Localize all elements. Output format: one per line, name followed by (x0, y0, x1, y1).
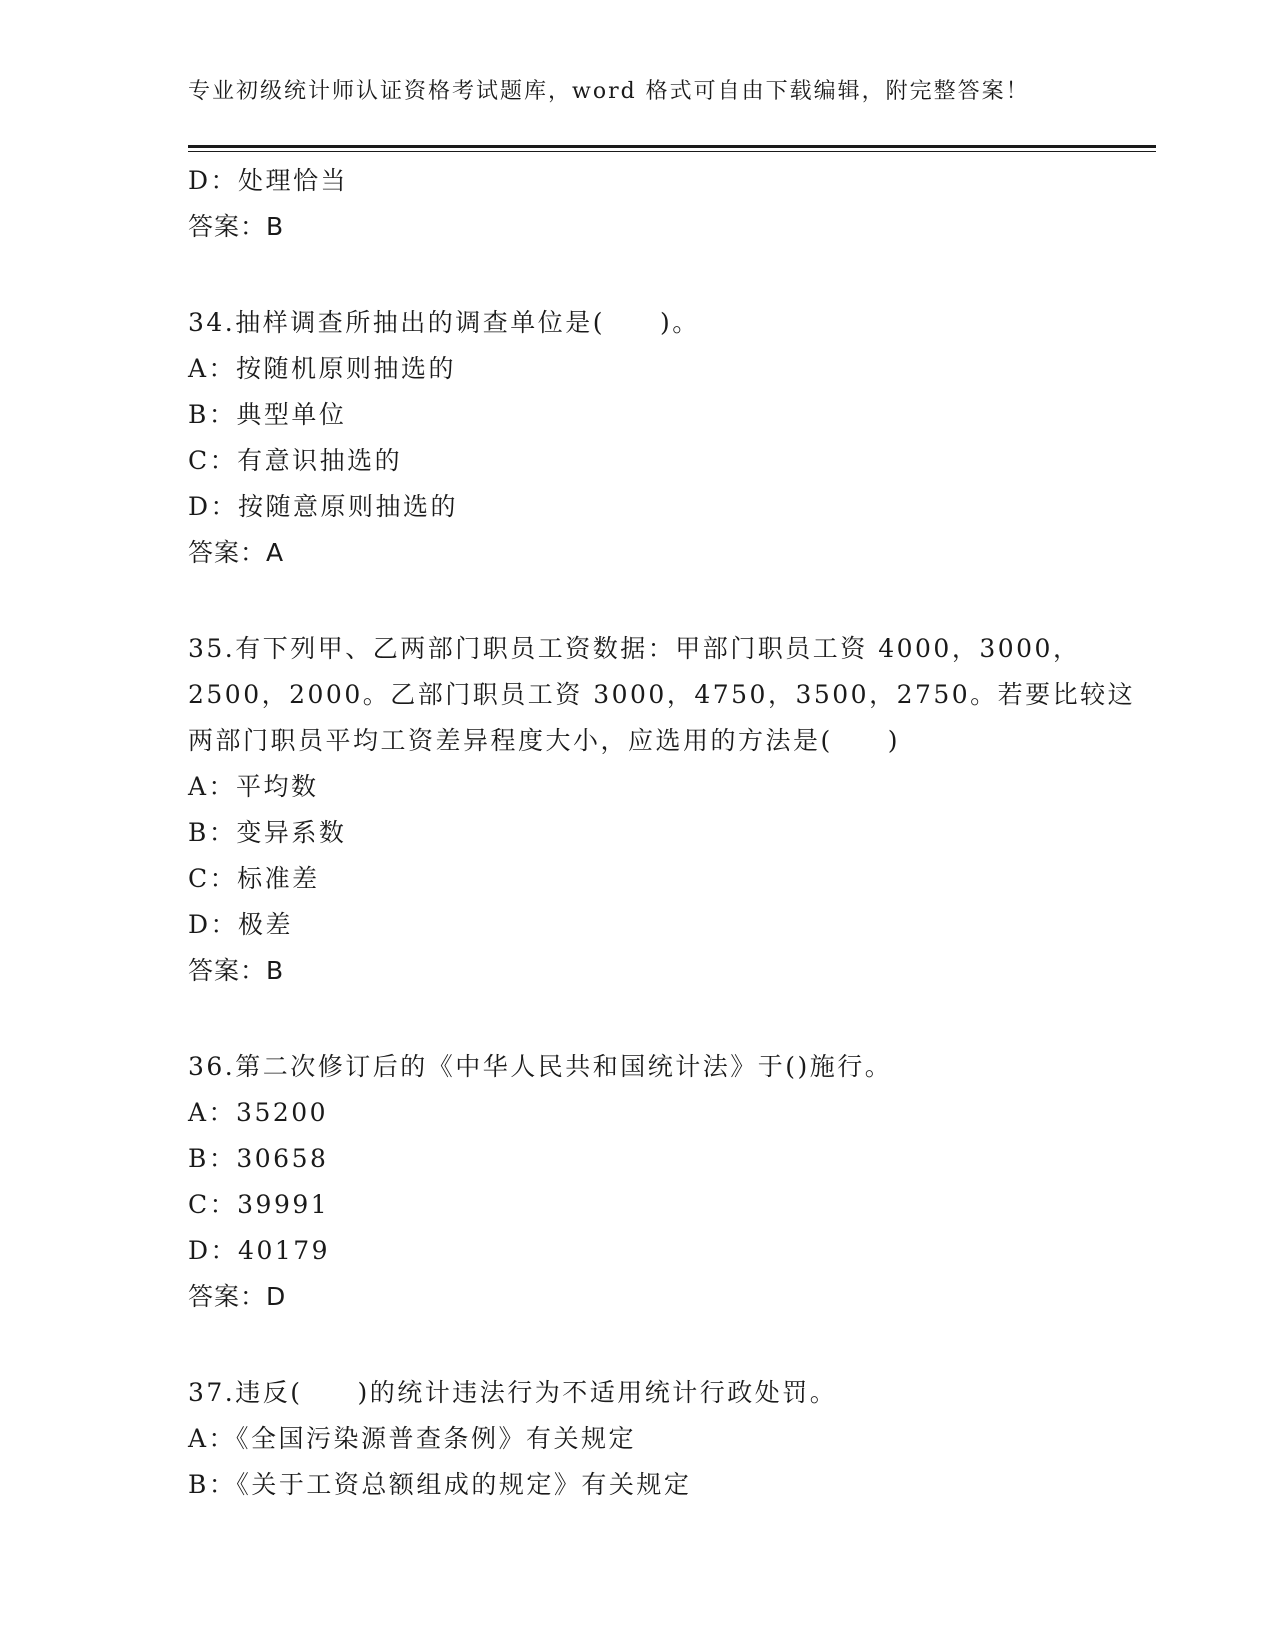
question-block (188, 300, 1088, 576)
spacer (188, 576, 1088, 626)
question-block (188, 1370, 1088, 1508)
header-rule-thin (188, 151, 1156, 152)
option-b: B：30658 (188, 1144, 329, 1173)
answer-line: 答案：A (188, 538, 285, 567)
answer-line: 答案：D (188, 1282, 287, 1311)
question-block (188, 1044, 1088, 1320)
question-stem: 2500，2000。乙部门职员工资 3000，4750，3500，2750。若要比较这 (188, 680, 1136, 709)
option-d: D：按随意原则抽选的 (188, 492, 459, 521)
answer-line: 答案：B (188, 956, 285, 985)
question-stem: 37.违反( )的统计违法行为不适用统计行政处罚。 (188, 1378, 838, 1407)
option-a: A：35200 (188, 1098, 329, 1127)
question-stem: 36.第二次修订后的《中华人民共和国统计法》于()施行。 (188, 1052, 893, 1081)
header-rule-thick (188, 145, 1156, 148)
option-d: D：极差 (188, 910, 294, 939)
question-content (188, 158, 1136, 1508)
option-c: C：标准差 (188, 864, 320, 893)
spacer (188, 1320, 1088, 1370)
option-d: D：处理恰当 (188, 166, 349, 195)
option-c: C：39991 (188, 1190, 330, 1219)
page-header: 专业初级统计师认证资格考试题库，word 格式可自由下载编辑，附完整答案！ (188, 79, 1030, 104)
option-b: B：《关于工资总额组成的规定》有关规定 (188, 1470, 692, 1499)
question-stem: 34.抽样调查所抽出的调查单位是( )。 (188, 308, 700, 337)
option-c: C：有意识抽选的 (188, 446, 403, 475)
option-d: D：40179 (188, 1236, 331, 1265)
option-a: A：《全国污染源普查条例》有关规定 (188, 1424, 637, 1453)
answer-line: 答案：B (188, 212, 285, 241)
question-stem: 35.有下列甲、乙两部门职员工资数据：甲部门职员工资 4000，3000， (188, 634, 1081, 663)
spacer (188, 994, 1088, 1044)
option-a: A：按随机原则抽选的 (188, 354, 457, 383)
option-b: B：变异系数 (188, 818, 347, 847)
question-block (188, 626, 1136, 994)
spacer (188, 250, 1088, 300)
option-b: B：典型单位 (188, 400, 347, 429)
option-a: A：平均数 (188, 772, 319, 801)
question-stem: 两部门职员平均工资差异程度大小，应选用的方法是( ) (188, 726, 901, 755)
